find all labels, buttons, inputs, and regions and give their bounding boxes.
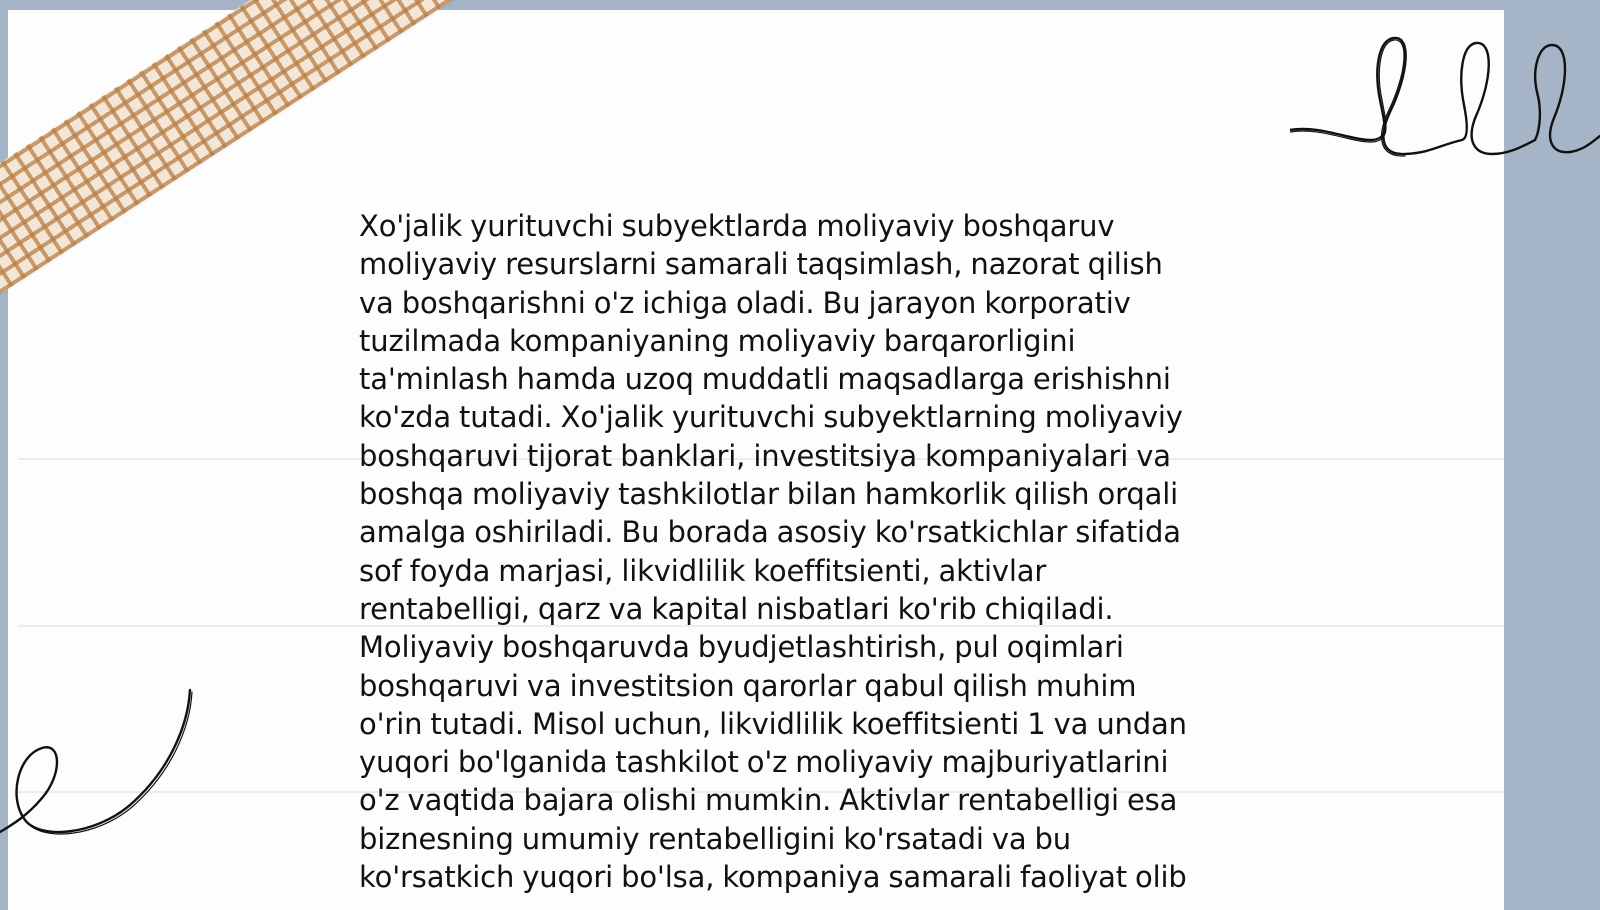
paper-sheet: [8, 10, 1504, 910]
text-line: ko'rsatkich yuqori bo'lsa, kompaniya samarali faoliyat olib: [359, 860, 1187, 895]
text-line: o'rin tutadi. Misol uchun, likvidlilik koeffitsienti 1 va undan: [359, 706, 1187, 741]
text-line: o'z vaqtida bajara olishi mumkin. Aktivlar rentabelligi esa: [359, 783, 1178, 818]
text-line: rentabelligi, qarz va kapital nisbatlari ko'rib chiqiladi.: [359, 591, 1114, 626]
text-line: ko'zda tutadi. Xo'jalik yurituvchi subyektlarning moliyaviy: [359, 400, 1183, 435]
text-line: amalga oshiriladi. Bu borada asosiy ko'rsatkichlar sifatida: [359, 515, 1181, 550]
text-line: Moliyaviy boshqaruvda byudjetlashtirish, pul oqimlari: [359, 630, 1124, 665]
text-line: tuzilmada kompaniyaning moliyaviy barqarorligini: [359, 323, 1076, 358]
text-line: va boshqarishni o'z ichiga oladi. Bu jarayon korporativ: [359, 285, 1131, 320]
text-line: biznesning umumiy rentabelligini ko'rsatadi va bu: [359, 821, 1072, 856]
body-text: [359, 207, 1239, 896]
text-line: boshqa moliyaviy tashkilotlar bilan hamkorlik qilish orqali: [359, 477, 1179, 512]
text-line: boshqaruvi tijorat banklari, investitsiya kompaniyalari va: [359, 438, 1171, 473]
text-line: moliyaviy resurslarni samarali taqsimlash, nazorat qilish: [359, 247, 1163, 282]
loop-squiggle-icon: [1290, 30, 1600, 170]
text-line: boshqaruvi va investitsion qarorlar qabul qilish muhim: [359, 668, 1137, 703]
text-line: Xo'jalik yurituvchi subyektlarda moliyaviy boshqaruv: [359, 209, 1115, 243]
text-line: ta'minlash hamda uzoq muddatli maqsadlarga erishishni: [359, 362, 1171, 397]
text-line: sof foyda marjasi, likvidlilik koeffitsienti, aktivlar: [359, 553, 1047, 588]
checkmark-squiggle-icon: [0, 680, 200, 850]
text-line: yuqori bo'lganida tashkilot o'z moliyaviy majburiyatlarini: [359, 745, 1169, 780]
